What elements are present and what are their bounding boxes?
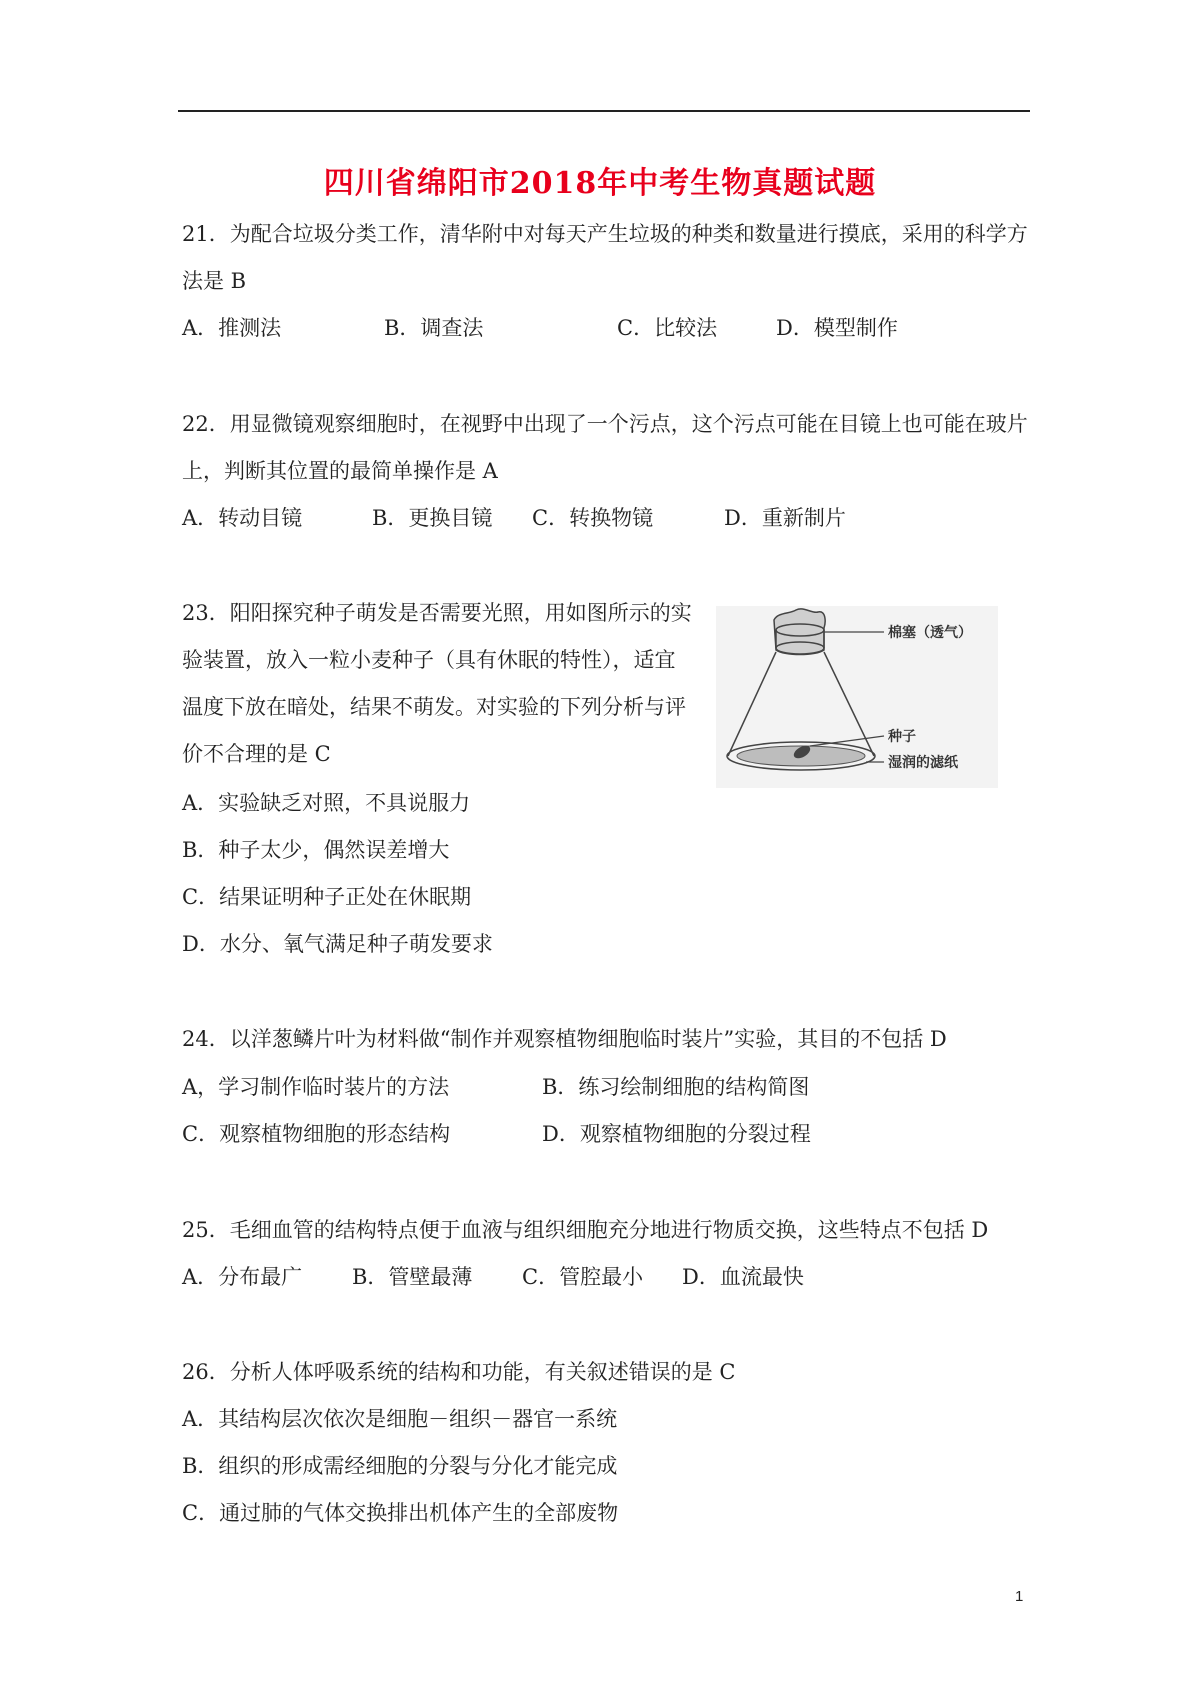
q23-option-d: D．水分、氧气满足种子萌发要求 bbox=[182, 932, 493, 956]
q25-option-d: D．血流最快 bbox=[682, 1265, 804, 1289]
q21-stem-line1: 21．为配合垃圾分类工作，清华附中对每天产生垃圾的种类和数量进行摸底，采用的科学方 bbox=[182, 222, 1028, 246]
q24-option-d: D．观察植物细胞的分裂过程 bbox=[542, 1122, 811, 1146]
page-title: 四川省绵阳市2018年中考生物真题试题 bbox=[323, 166, 877, 201]
q26-option-a: A．其结构层次依次是细胞－组织－器官一系统 bbox=[182, 1407, 618, 1431]
q23-option-b: B．种子太少，偶然误差增大 bbox=[182, 838, 450, 862]
q24-option-b: B．练习绘制细胞的结构简图 bbox=[542, 1075, 810, 1099]
q22-option-a: A．转动目镜 bbox=[182, 506, 303, 530]
q21-option-c: C．比较法 bbox=[617, 316, 718, 340]
q25-option-c: C．管腔最小 bbox=[522, 1265, 644, 1289]
q21-option-d: D．模型制作 bbox=[776, 316, 898, 340]
q23-option-c: C．结果证明种子正处在休眠期 bbox=[182, 885, 472, 909]
q22-stem-line2: 上，判断其位置的最简单操作是 A bbox=[182, 459, 498, 483]
q22-option-c: C．转换物镜 bbox=[532, 506, 654, 530]
q22-stem-line1: 22．用显微镜观察细胞时，在视野中出现了一个污点，这个污点可能在目镜上也可能在玻片 bbox=[182, 412, 1028, 436]
q21-option-b: B．调查法 bbox=[384, 316, 484, 340]
figure-label-paper: 湿润的滤纸 bbox=[888, 755, 958, 771]
header-rule bbox=[178, 110, 1030, 112]
q23-option-a: A．实验缺乏对照，不具说服力 bbox=[182, 791, 471, 815]
q21-stem-line2: 法是 B bbox=[182, 269, 247, 293]
figure-label-seed: 种子 bbox=[888, 729, 916, 745]
q26-option-c: C．通过肺的气体交换排出机体产生的全部废物 bbox=[182, 1501, 619, 1525]
q25-option-b: B．管壁最薄 bbox=[352, 1265, 473, 1289]
figure-label-plug: 棉塞（透气） bbox=[888, 625, 972, 641]
q23-stem-line1: 23．阳阳探究种子萌发是否需要光照，用如图所示的实 bbox=[182, 601, 692, 625]
q22-option-b: B．更换目镜 bbox=[372, 506, 493, 530]
q25-option-a: A．分布最广 bbox=[182, 1265, 303, 1289]
q24-stem-line1: 24．以洋葱鳞片叶为材料做“制作并观察植物细胞临时装片”实验，其目的不包括 D bbox=[182, 1027, 947, 1051]
q23-stem-line2: 验装置，放入一粒小麦种子（具有休眠的特性），适宜 bbox=[182, 648, 676, 672]
q23-stem-line4: 价不合理的是 C bbox=[182, 742, 331, 766]
q24-option-c: C．观察植物细胞的形态结构 bbox=[182, 1122, 451, 1146]
q23-stem-line3: 温度下放在暗处，结果不萌发。对实验的下列分析与评 bbox=[182, 695, 686, 719]
seed-germination-apparatus-figure bbox=[716, 606, 998, 788]
q24-option-a: A，学习制作临时装片的方法 bbox=[182, 1075, 450, 1099]
q25-stem-line1: 25．毛细血管的结构特点便于血液与组织细胞充分地进行物质交换，这些特点不包括 D bbox=[182, 1218, 989, 1242]
q26-option-b: B．组织的形成需经细胞的分裂与分化才能完成 bbox=[182, 1454, 618, 1478]
q22-option-d: D．重新制片 bbox=[724, 506, 846, 530]
page-number: 1 bbox=[1015, 1588, 1024, 1605]
q26-stem-line1: 26．分析人体呼吸系统的结构和功能，有关叙述错误的是 C bbox=[182, 1360, 736, 1384]
q21-option-a: A．推测法 bbox=[182, 316, 282, 340]
